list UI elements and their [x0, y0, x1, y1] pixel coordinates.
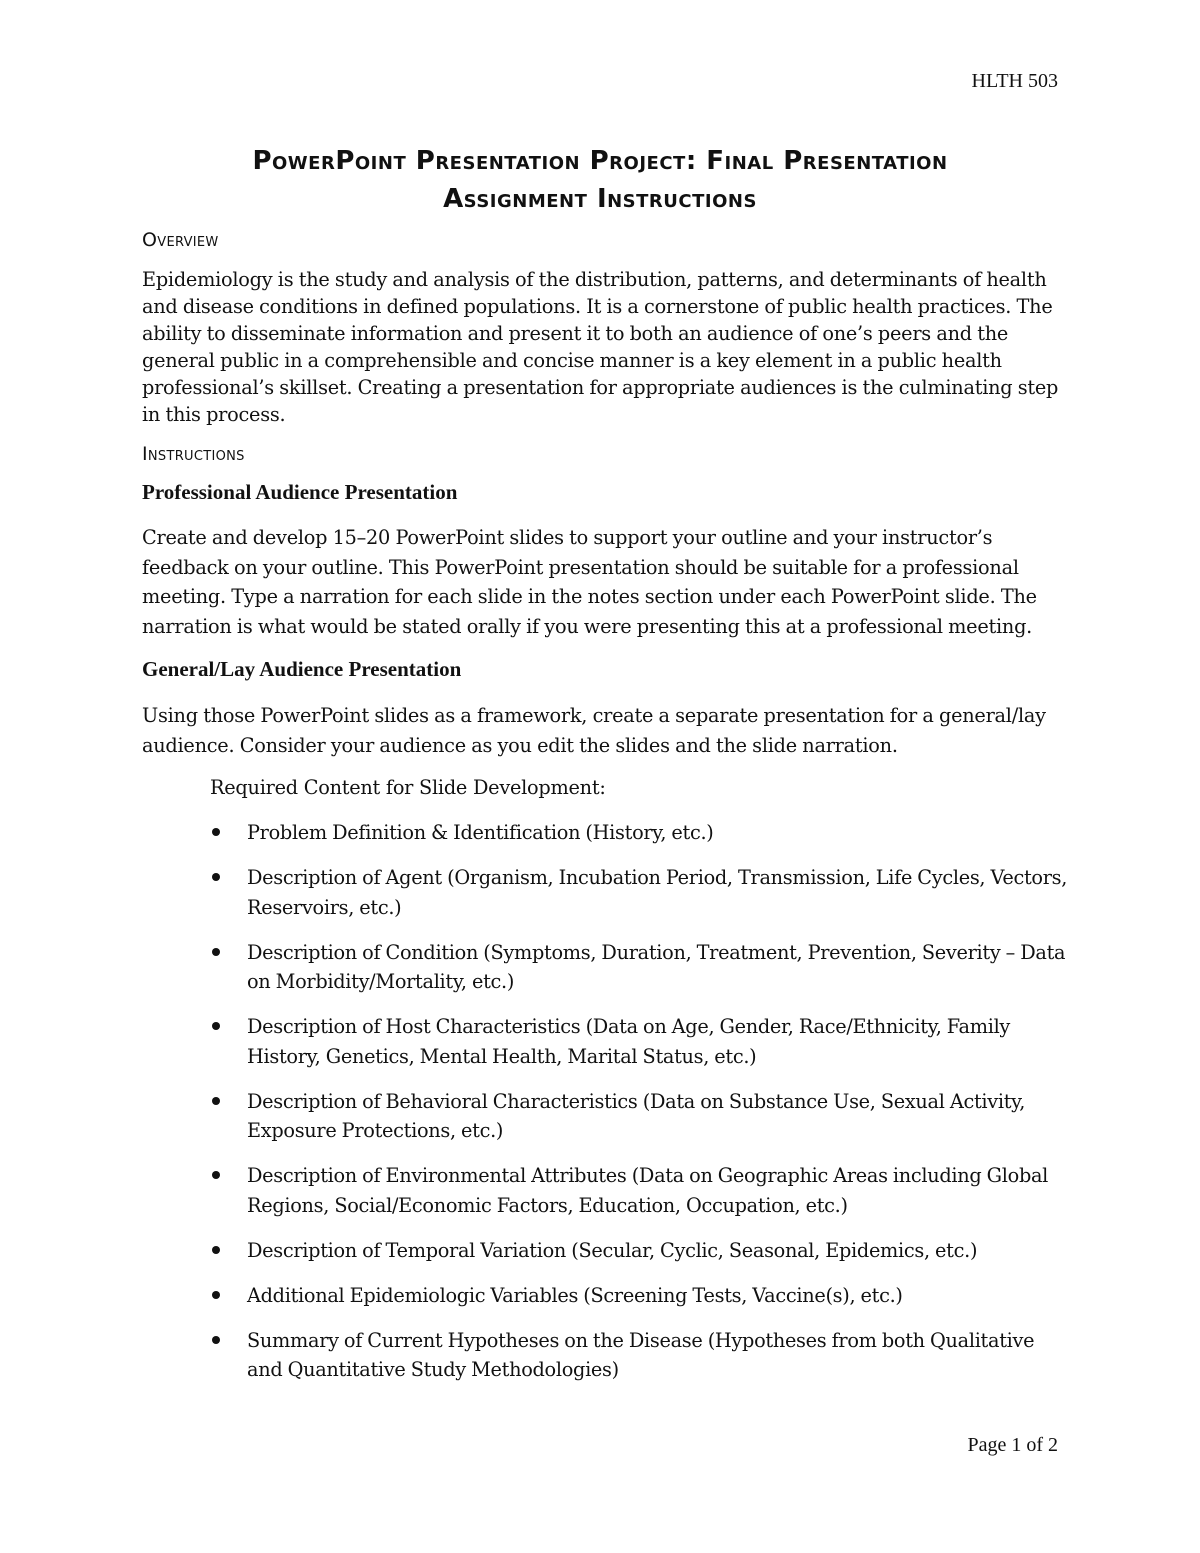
bullet-icon: [212, 1022, 220, 1030]
list-item-text: Description of Host Characteristics (Data on Age, Gender, Race/Ethnicity, Family History, Genetics, Mental Health, Marital Status, etc.): [247, 1015, 1011, 1068]
page-title: [100, 142, 1100, 218]
bullet-icon: [212, 1336, 220, 1344]
general-audience-heading: General/Lay Audience Presentation: [142, 657, 462, 681]
required-content-label: Required Content for Slide Development:: [210, 776, 606, 799]
professional-audience-paragraph: Create and develop 15–20 PowerPoint slides to support your outline and your instructor’s feedback on your outline. This PowerPoint presentation should be suitable for a professional meeting. Type a narration for each slide in the notes section under each PowerPoint slide. The narration is what would be stated orally if you were presenting this at a professional meeting.: [142, 526, 1037, 638]
list-item-text: Additional Epidemiologic Variables (Screening Tests, Vaccine(s), etc.): [247, 1283, 903, 1307]
required-content-list: [210, 818, 1070, 1400]
list-item: [210, 1281, 1070, 1311]
bullet-icon: [212, 948, 220, 956]
general-audience-paragraph: Using those PowerPoint slides as a framework, create a separate presentation for a general/lay audience. Consider your audience as you edit the slides and the slide narration.: [142, 704, 1046, 757]
bullet-icon: [212, 828, 220, 836]
list-item-text: Description of Condition (Symptoms, Duration, Treatment, Prevention, Severity – Data on Morbidity/Mortality, etc.): [247, 940, 1066, 993]
professional-audience-heading: Professional Audience Presentation: [142, 480, 458, 504]
bullet-icon: [212, 1291, 220, 1299]
overview-heading: Overview: [142, 229, 219, 251]
title-line-2: Assignment Instructions: [443, 184, 757, 214]
page-number: Page 1 of 2: [967, 1434, 1058, 1456]
list-item: [210, 863, 1070, 922]
list-item-text: Problem Definition & Identification (History, etc.): [247, 821, 714, 844]
list-item-text: Description of Behavioral Characteristics (Data on Substance Use, Sexual Activity, Exposure Protections, etc.): [247, 1089, 1026, 1142]
bullet-icon: [212, 1246, 220, 1254]
bullet-icon: [212, 873, 220, 881]
list-item-text: Description of Environmental Attributes (Data on Geographic Areas including Global Regions, Social/Economic Factors, Education, Occupation, etc.): [247, 1164, 1049, 1217]
list-item-text: Description of Temporal Variation (Secular, Cyclic, Seasonal, Epidemics, etc.): [247, 1238, 978, 1262]
bullet-icon: [212, 1171, 220, 1179]
list-item: [210, 1326, 1070, 1385]
list-item-text: Summary of Current Hypotheses on the Disease (Hypotheses from both Qualitative and Quantitative Study Methodologies): [247, 1328, 1035, 1381]
bullet-icon: [212, 1097, 220, 1105]
course-code: HLTH 503: [971, 70, 1058, 92]
title-line-1: PowerPoint Presentation Project: Final Presentation: [252, 146, 948, 176]
instructions-heading: Instructions: [142, 443, 245, 465]
list-item: [210, 1012, 1070, 1071]
overview-paragraph: Epidemiology is the study and analysis of the distribution, patterns, and determinants of health and disease conditions in defined populations. It is a cornerstone of public health practices. The ability to disseminate information and present it to both an audience of one’s peers and the general public in a comprehensible and concise manner is a key element in a public health professional’s skillset. Creating a presentation for appropriate audiences is the culminating step in this process.: [142, 268, 1059, 426]
list-item: [210, 1161, 1070, 1220]
list-item: [210, 1087, 1070, 1146]
list-item-text: Description of Agent (Organism, Incubation Period, Transmission, Life Cycles, Vectors, Reservoirs, etc.): [247, 866, 1068, 919]
list-item: [210, 1236, 1070, 1266]
list-item: [210, 938, 1070, 997]
list-item: [210, 818, 1070, 848]
